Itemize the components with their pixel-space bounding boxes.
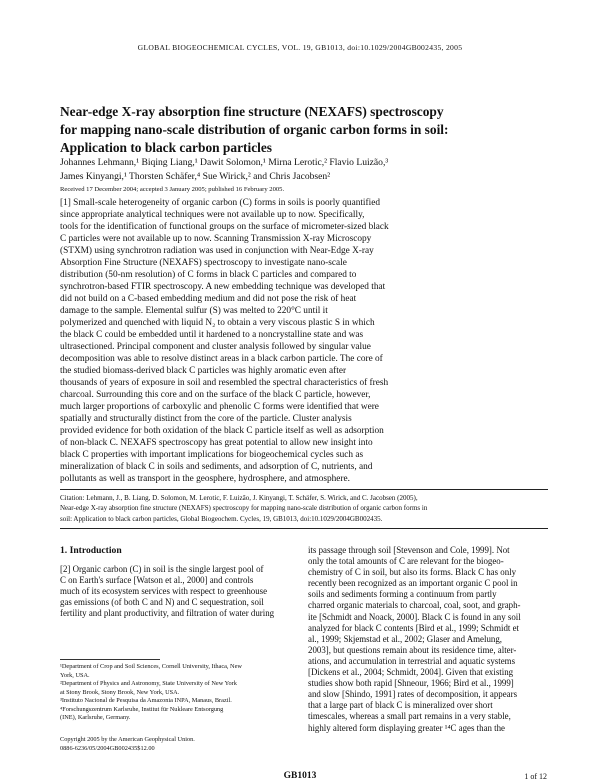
abstract-line: synchrotron-based FTIR spectroscopy. A new embedding technique was developed that (60, 282, 386, 292)
title-line: Application to black carbon particles (60, 140, 273, 155)
abstract-line: ultrasectioned. Principal component and cluster analysis followed by singular value (60, 342, 371, 352)
abstract-line: mineralization of black C in soils and sediments, and adsorption of C, nutrients, and (60, 462, 373, 472)
footnote-line: ³Instituto Nacional de Pesquisa da Amazonia INPA, Manaus, Brazil. (60, 697, 232, 704)
abstract-line: thousands of years of exposure in soil and resembled the spectral characteristics of fresh (60, 378, 389, 388)
abstract-line: spatially and structurally distinct from the core of the particle. Cluster analysis (60, 414, 352, 424)
body-line: gas emissions (of both C and N) and C sequestration, soil (60, 597, 264, 608)
received-dates: Received 17 December 2004; accepted 3 January 2005; published 16 February 2005. (60, 186, 285, 193)
author-line: Johannes Lehmann,¹ Biqing Liang,¹ Dawit Solomon,¹ Mirna Lerotic,² Flavio Luizão,³ (60, 157, 389, 168)
body-line: ite [Schmidt and Noack, 2000]. Black C is found in any soil (308, 611, 521, 622)
author-list (60, 156, 560, 184)
abstract-line: did not build on a C-based embedding medium and did not pose the risk of heat (60, 294, 357, 304)
abstract-line: charcoal. Surrounding this core and on the surface of the black C particle, however, (60, 390, 371, 400)
page-number: 1 of 12 (524, 772, 547, 781)
body-line: fertility and plant productivity, and filtration of water during (60, 608, 275, 619)
body-line: [Dickens et al., 2004; Schmidt, 2004]. Given that existing (308, 667, 514, 678)
body-line: analyzed for black C contents [Bird et al., 1999; Schmidt et (308, 622, 519, 633)
copyright-notice (60, 736, 195, 753)
body-line: C on Earth's surface [Watson et al., 2000] and controls (60, 575, 254, 586)
body-line: its passage through soil [Stevenson and Cole, 1999]. Not (308, 545, 510, 555)
body-line: charred organic materials to charcoal, coal, soot, and graph- (308, 600, 521, 611)
citation-block (60, 493, 550, 524)
footnote-line: York, USA. (60, 671, 90, 679)
abstract-line: C particles were not available up to now. Scanning Transmission X-ray Microscopy (60, 234, 372, 244)
body-line: highly altered form displaying greater ¹⁴C ages than the (308, 722, 506, 733)
title-line: Near-edge X-ray absorption fine structure (NEXAFS) spectroscopy (60, 104, 444, 119)
footnote-line: ²Department of Physics and Astronomy, State University of New York (60, 680, 237, 687)
abstract-line: pollutants as well as transport in the geosphere, hydrosphere, and atmosphere. (60, 474, 350, 484)
body-line: much of its ecosystem services with respect to greenhouse (60, 586, 268, 597)
copyright-line: 0886-6236/05/2004GB002435$12.00 (60, 744, 155, 752)
abstract-line: polymerized and quenched with liquid N₂ to obtain a very viscous plastic S in which (60, 318, 375, 328)
abstract-line: much larger proportions of carboxylic and phenolic C forms were identified that were (60, 402, 379, 412)
body-line: studies show both rapid [Shneour, 1966; Bird et al., 1999] (308, 678, 514, 689)
abstract-line: tools for the identification of functional groups on the surface of micrometer-sized black (60, 222, 389, 232)
body-line: and slow [Shindo, 1991] rates of decomposition, it appears (308, 689, 518, 700)
section-heading: 1. Introduction (60, 545, 122, 556)
author-line: James Kinyangi,¹ Thorsten Schäfer,⁴ Sue Wirick,² and Chris Jacobsen² (60, 171, 331, 182)
affiliation-footnotes (60, 663, 298, 723)
abstract-line: (STXM) using synchrotron radiation was used in conjunction with Near-Edge X-ray (60, 246, 374, 256)
body-line: 2003], but questions remain about its residence time, alter- (308, 644, 517, 655)
footnote-line: ¹Department of Crop and Soil Sciences, Cornell University, Ithaca, New (60, 663, 242, 670)
abstract-line: the studied biomass-derived black C particles was highly aromatic even after (60, 366, 347, 376)
abstract-line: distribution (50-nm resolution) of C forms in black C particles and compared to (60, 270, 357, 280)
citation-bottom-rule (60, 528, 548, 529)
footnote-line: ⁴Forschungszentrum Karlsruhe, Institut für Nukleare Entsorgung (60, 705, 224, 713)
copyright-line: Copyright 2005 by the American Geophysical Union. (60, 736, 195, 743)
left-column (60, 545, 296, 619)
article-title (60, 103, 550, 157)
abstract-line: [1] Small-scale heterogeneity of organic carbon (C) forms in soils is poorly quantified (60, 198, 380, 208)
citation-line: Citation: Lehmann, J., B. Liang, D. Solomon, M. Lerotic, F. Luizão, J. Kinyangi, T. Schäfer, S. Wirick, and C. Jacobsen (2005), (60, 494, 418, 502)
abstract-line: since appropriate analytical techniques were not available up to now. Specifically, (60, 210, 365, 220)
body-line: chemistry of C in soil, but also its forms. Black C has only (308, 567, 517, 578)
abstract-line: provided evidence for both oxidation of the black C particle itself as well as adsorption (60, 426, 384, 436)
abstract-line: Absorption Fine Structure (NEXAFS) spectroscopy to investigate nano-scale (60, 258, 347, 268)
abstract (60, 197, 544, 485)
footnote-line: (INE), Karlsruhe, Germany. (60, 714, 131, 721)
abstract-line: black C properties with important implications for biogeochemical cycles such as (60, 450, 364, 460)
footnote-line: at Stony Brook, Stony Brook, New York, USA. (60, 688, 180, 696)
footnote-rule (60, 659, 160, 660)
article-id-footer: GB1013 (283, 771, 317, 781)
body-line: only the total amounts of C are relevant for the biogeo- (308, 556, 504, 567)
citation-line: Near-edge X-ray absorption fine structure (NEXAFS) spectroscopy for mapping nano-scale distribution of organic carbon forms in (60, 504, 428, 513)
abstract-line: damage to the sample. Elemental sulfur (S) was melted to 220°C until it (60, 306, 328, 316)
citation-line: soil: Application to black carbon particles, Global Biogeochem. Cycles, 19, GB1013, doi:10.1029/2004GB002435. (60, 514, 383, 523)
body-line: [2] Organic carbon (C) in soil is the single largest pool of (60, 564, 264, 574)
body-line: soils and sediments forming a continuum from partly (308, 589, 497, 600)
abstract-line: decomposition was able to resolve distinct areas in a black carbon particle. The core of (60, 354, 383, 364)
abstract-line: the black C could be embedded until it hardened to a noncrystalline state and was (60, 330, 364, 340)
body-line: al., 1999; Skjemstad et al., 2002; Glaser and Amelung, (308, 633, 502, 644)
title-line: for mapping nano-scale distribution of organic carbon forms in soil: (60, 122, 449, 137)
body-line: recently been recognized as an important organic C pool in (308, 578, 518, 589)
running-header: GLOBAL BIOGEOCHEMICAL CYCLES, VOL. 19, GB1013, doi:10.1029/2004GB002435, 2005 (137, 43, 463, 52)
body-line: that a large part of black C is mineralized over short (308, 700, 493, 711)
abstract-line: of non-black C. NEXAFS spectroscopy has great potential to allow new insight into (60, 438, 373, 448)
body-line: ations, and accumulation in terrestrial and aquatic systems (308, 655, 516, 666)
citation-top-rule (60, 489, 548, 490)
body-line: timescales, whereas a small part remains in a very stable, (308, 711, 511, 722)
right-column (308, 545, 544, 734)
intro-paragraph (60, 564, 296, 619)
intro-paragraph-continued (308, 545, 544, 734)
